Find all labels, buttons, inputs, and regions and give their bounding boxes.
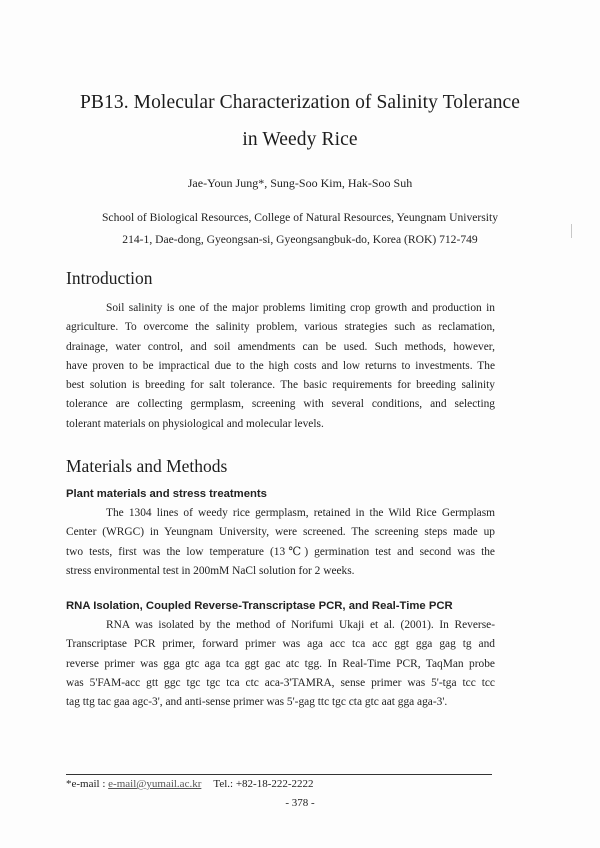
paragraph-line: drainage, water control, and soil amendments can be used. Such methods, however,: [66, 340, 495, 353]
paragraph-line: RNA was isolated by the method of Norifumi Ukaji et al. (2001). In Reverse-: [106, 619, 495, 631]
paragraph-line: Center (WRGC) in Yeungnam University, were screened. The screening steps made up: [66, 526, 495, 539]
email-link[interactable]: e-mail@yumail.ac.kr: [108, 778, 202, 790]
rna-isolation-subheading: RNA Isolation, Coupled Reverse-Transcriptase PCR, and Real-Time PCR: [66, 600, 453, 612]
paper-title-line-2: in Weedy Rice: [242, 129, 358, 150]
paragraph-line: two tests, first was the low temperature (13℃) germination test and second was the: [66, 545, 495, 558]
rna-isolation-paragraph: [66, 616, 495, 712]
paper-title-line-1: PB13. Molecular Characterization of Salinity Tolerance: [79, 92, 521, 113]
plant-materials-paragraph: [66, 504, 495, 581]
telephone: Tel.: +82-18-222-2222: [213, 778, 314, 790]
paragraph-line: Transcriptase PCR primer, forward primer was aga acc tca acc ggt gga gag tg and: [66, 638, 495, 651]
introduction-paragraph: [66, 299, 495, 434]
paragraph-line: stress environmental test in 200mM NaCl solution for 2 weeks.: [66, 564, 355, 577]
page-number: - 378 -: [285, 797, 315, 809]
paragraph-line: Soil salinity is one of the major problems limiting crop growth and production in: [106, 302, 495, 314]
footnote-rule: [66, 774, 492, 775]
paragraph-line: tag ttg tac gaa agc-3', and anti-sense primer was 5'-gag ttc tgc cta gtc aat gga aga-3'.: [66, 696, 448, 709]
methods-heading: Materials and Methods: [66, 456, 228, 476]
paragraph-line: was 5'FAM-acc gtt ggc tgc tgc tca ctc aca-3'TAMRA, sense primer was 5'-tga tcc tcc: [66, 676, 495, 689]
plant-materials-subheading: Plant materials and stress treatments: [66, 488, 267, 500]
author-list: Jae-Youn Jung*, Sung-Soo Kim, Hak-Soo Suh: [187, 176, 413, 190]
paragraph-line: have proven to be impractical due to the high costs and low returns to investments. The: [66, 359, 495, 372]
affiliation-line-2: 214-1, Dae-dong, Gyeongsan-si, Gyeongsangbuk-do, Korea (ROK) 712-749: [122, 233, 478, 246]
affiliation-line-1: School of Biological Resources, College of Natural Resources, Yeungnam University: [101, 211, 499, 224]
paragraph-line: tolerant materials on physiological and molecular levels.: [66, 417, 324, 430]
introduction-heading: Introduction: [66, 268, 153, 288]
email-label: *e-mail :: [66, 778, 109, 790]
paragraph-line: agriculture. To overcome the salinity problem, various strategies such as reclamation,: [66, 321, 495, 334]
scan-edge-mark: [571, 224, 572, 238]
paragraph-line: reverse primer was gga gtc aga tca ggt gac atc tgg. In Real-Time PCR, TaqMan probe: [66, 657, 495, 670]
paragraph-line: best solution is breeding for salt tolerance. The basic requirements for breeding salinity: [66, 379, 495, 392]
paragraph-line: The 1304 lines of weedy rice germplasm, retained in the Wild Rice Germplasm: [106, 507, 495, 519]
footnote: [66, 778, 314, 790]
paragraph-line: tolerance are collecting germplasm, screening with several conditions, and selecting: [66, 398, 495, 411]
